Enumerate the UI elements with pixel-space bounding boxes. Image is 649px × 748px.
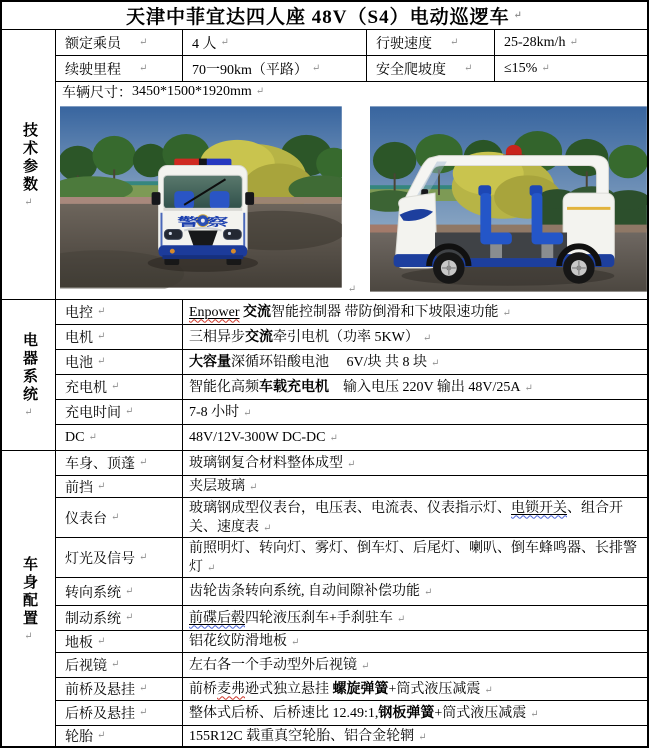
spec-label: 仪表台 ↵	[56, 498, 183, 537]
spec-value: 4 人 ↵	[183, 30, 367, 55]
spec-value: 155R12C 载重真空轮胎、铝合金轮辋 ↵	[189, 728, 427, 744]
paragraph-mark-icon: ↵	[464, 62, 473, 74]
paragraph-mark-icon: ↵	[311, 62, 321, 74]
paragraph-mark-icon: ↵	[513, 9, 523, 21]
spec-label: 地板 ↵	[56, 631, 183, 652]
paragraph-mark-icon: ↵	[125, 585, 134, 597]
paragraph-mark-icon: ↵	[484, 684, 493, 696]
section-tech	[2, 30, 647, 300]
electrical-row	[56, 325, 647, 350]
paragraph-mark-icon: ↵	[329, 433, 338, 444]
spec-label: 额定乘员 ↵	[56, 30, 183, 55]
paragraph-mark-icon: ↵	[111, 659, 120, 670]
section-label-tech	[2, 30, 56, 299]
paragraph-mark-icon: ↵	[418, 731, 427, 743]
dimensions-label: 车辆尺寸：	[62, 86, 132, 101]
spec-label: 车身、顶蓬 ↵	[56, 451, 183, 475]
body-config-row	[56, 701, 647, 726]
paragraph-mark-icon: ↵	[530, 708, 539, 720]
paragraph-mark-icon: ↵	[139, 683, 148, 694]
electrical-row	[56, 400, 647, 425]
spec-value: 玻璃钢成型仪表台，电压表、电流表、仪表指示灯、电锁开关、组合开关、速度表 ↵	[189, 500, 623, 535]
spec-label: 后桥及悬挂 ↵	[56, 701, 183, 725]
photo-front-view	[60, 105, 342, 289]
rear-stripe	[567, 207, 610, 210]
body-config-rows	[56, 451, 647, 746]
paragraph-mark-icon: ↵	[24, 196, 33, 208]
spec-value: 48V/12V-300W DC-DC ↵	[189, 430, 338, 445]
headlight	[164, 230, 182, 240]
paragraph-mark-icon: ↵	[220, 36, 229, 48]
spec-grid-row	[56, 56, 647, 82]
paragraph-mark-icon: ↵	[125, 612, 134, 623]
body-config-row	[56, 678, 647, 701]
electrical-row	[56, 425, 647, 450]
paragraph-mark-icon: ↵	[125, 406, 134, 417]
body-config-row	[56, 653, 647, 678]
body-config-row	[56, 498, 647, 538]
paragraph-mark-icon: ↵	[263, 522, 272, 534]
paragraph-mark-icon: ↵	[361, 660, 370, 672]
vehicle-photos	[56, 102, 647, 299]
body-config-row	[56, 606, 647, 631]
page-title-text: 天津中菲宜达四人座 48V（S4）电动巡逻车	[126, 7, 510, 28]
wheel	[563, 252, 595, 284]
electrical-row	[56, 300, 647, 325]
paragraph-mark-icon: ↵	[139, 457, 148, 468]
wheel	[433, 252, 465, 284]
spec-label: 前挡 ↵	[56, 476, 183, 497]
spec-value: 三相异步交流牵引电机（功率 5KW） ↵	[189, 329, 432, 345]
spec-label: 转向系统 ↵	[56, 578, 183, 605]
spec-label: 电机 ↵	[56, 325, 183, 349]
spec-value: 7-8 小时 ↵	[189, 404, 252, 420]
section-body-config	[2, 451, 647, 746]
spec-value: 前桥麦弗逊式独立悬挂 螺旋弹簧+筒式液压减震 ↵	[189, 681, 493, 697]
spec-value: 齿轮齿条转向系统, 自动间隙补偿功能 ↵	[189, 584, 433, 599]
electrical-row	[56, 350, 647, 375]
paragraph-mark-icon: ↵	[431, 357, 440, 369]
spec-label: 续驶里程 ↵	[56, 56, 183, 81]
paragraph-mark-icon: ↵	[111, 381, 120, 392]
paragraph-mark-icon: ↵	[88, 431, 97, 443]
paragraph-mark-icon: ↵	[450, 36, 459, 48]
spec-value: 整体式后桥、后桥速比 12.49:1,钢板弹簧+筒式液压减震 ↵	[189, 705, 539, 721]
paragraph-mark-icon: ↵	[502, 307, 511, 319]
rear-body	[563, 193, 614, 264]
spec-value: 夹层玻璃 ↵	[189, 479, 258, 494]
spec-value: Enpower 交流智能控制器 带防倒滑和下坡限速功能 ↵	[189, 304, 511, 320]
paragraph-mark-icon: ↵	[243, 407, 252, 419]
left-mirror	[152, 192, 161, 205]
seat	[210, 191, 230, 209]
headlight	[224, 230, 242, 240]
body-config-row	[56, 451, 647, 476]
spec-grid-row	[56, 30, 647, 56]
paragraph-mark-icon: ↵	[139, 36, 148, 48]
spec-value: 大容量深循环铅酸电池 6V/块 共 8 块 ↵	[189, 354, 440, 370]
patrol-vehicle-front	[148, 159, 258, 272]
spec-label: DC ↵	[56, 425, 183, 450]
paragraph-mark-icon: ↵	[541, 62, 550, 74]
paragraph-mark-icon: ↵	[569, 36, 578, 48]
body-config-row	[56, 726, 647, 746]
paragraph-mark-icon: ↵	[97, 356, 106, 367]
paragraph-mark-icon: ↵	[424, 587, 433, 598]
paragraph-mark-icon: ↵	[24, 630, 33, 642]
body-config-row	[56, 476, 647, 498]
paragraph-mark-icon: ↵	[347, 284, 357, 295]
spec-value: 前碟后毂四轮液压刹车+手刹驻车 ↵	[189, 610, 406, 626]
section-label-text: 车身配置	[21, 555, 37, 628]
paragraph-mark-icon: ↵	[111, 511, 120, 523]
paragraph-mark-icon: ↵	[291, 637, 300, 648]
spec-value: 玻璃钢复合材料整体成型 ↵	[189, 455, 356, 471]
section-label-text: 技术参数	[21, 121, 37, 194]
vehicle-dimensions	[56, 82, 647, 102]
paragraph-mark-icon: ↵	[396, 613, 406, 625]
paragraph-mark-icon: ↵	[97, 331, 106, 342]
spec-value: 铝花纹防滑地板 ↵	[189, 634, 300, 649]
spec-label: 电池 ↵	[56, 350, 183, 374]
electrical-rows	[56, 300, 647, 450]
spec-value: 智能化高频车载充电机 输入电压 220V 输出 48V/25A ↵	[189, 379, 533, 395]
tech-content	[56, 30, 647, 299]
electrical-row	[56, 375, 647, 400]
paragraph-mark-icon: ↵	[422, 332, 432, 344]
paragraph-mark-icon: ↵	[139, 551, 148, 563]
spec-label: 安全爬坡度 ↵	[367, 56, 495, 81]
spec-label: 充电机 ↵	[56, 375, 183, 399]
spec-label: 轮胎 ↵	[56, 726, 183, 746]
spec-label: 行驶速度 ↵	[367, 30, 495, 55]
spec-value: 左右各一个手动型外后视镜 ↵	[189, 657, 370, 673]
paragraph-mark-icon: ↵	[207, 562, 216, 574]
spec-value: 70一90km（平路） ↵	[183, 56, 367, 81]
spec-value: ≤15% ↵	[504, 60, 550, 76]
body-config-row	[56, 538, 647, 578]
right-mirror	[245, 192, 254, 205]
paragraph-mark-icon: ↵	[255, 86, 265, 97]
section-label-text: 电器系统	[21, 332, 37, 404]
paragraph-mark-icon: ↵	[97, 730, 106, 741]
spec-label: 充电时间 ↵	[56, 400, 183, 424]
spec-label: 灯光及信号 ↵	[56, 538, 183, 577]
paragraph-mark-icon: ↵	[524, 382, 533, 394]
section-label-body-config	[2, 451, 56, 746]
paragraph-mark-icon: ↵	[139, 62, 148, 74]
page-title	[2, 2, 647, 30]
spec-label: 后视镜 ↵	[56, 653, 183, 677]
spec-label: 前桥及悬挂 ↵	[56, 678, 183, 700]
paragraph-mark-icon: ↵	[347, 458, 356, 470]
spec-value: 25-28km/h ↵	[504, 34, 578, 50]
paragraph-mark-icon: ↵	[97, 635, 106, 647]
vehicle-marking: 警 察	[177, 216, 202, 229]
section-label-electrical	[2, 300, 56, 450]
paragraph-mark-icon: ↵	[97, 306, 106, 317]
paragraph-mark-icon: ↵	[97, 480, 106, 492]
dimensions-value: 3450*1500*1920mm	[132, 84, 252, 99]
photo-side-view	[370, 105, 647, 293]
spec-label: 电控 ↵	[56, 300, 183, 324]
paragraph-mark-icon: ↵	[139, 707, 148, 718]
spec-label: 制动系统 ↵	[56, 606, 183, 630]
spec-value: 前照明灯、转向灯、雾灯、倒车灯、后尾灯、喇叭、倒车蜂鸣器、长排警灯 ↵	[189, 540, 637, 575]
section-electrical	[2, 300, 647, 451]
body-config-row	[56, 578, 647, 606]
body-config-row	[56, 631, 647, 653]
paragraph-mark-icon: ↵	[24, 407, 33, 418]
paragraph-mark-icon: ↵	[249, 482, 258, 493]
